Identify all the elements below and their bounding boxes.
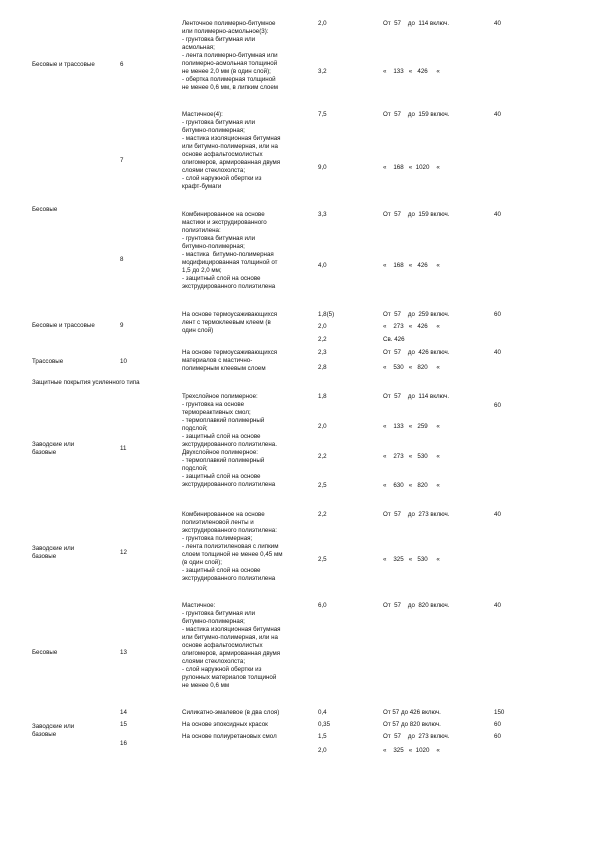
thickness: 7,5 xyxy=(318,111,327,118)
laying-method: Бесовые xyxy=(32,649,58,656)
desc-15: На основе эпоксидных красок xyxy=(182,721,268,728)
thickness: 3,3 xyxy=(318,211,327,218)
thickness: 2,0 xyxy=(318,423,327,430)
desc-9: На основе термоусаживающихся лент с термоклеевым клеем (в один слой) xyxy=(182,311,278,334)
row-number: 10 xyxy=(120,358,127,365)
value: 150 xyxy=(494,709,505,716)
desc-13: Мастичное: - грунтовка битумная или битумно-полимерная; - мастика изоляционная битумная или битумно-полимерная, или на основе асфальтосмолистых олигомеров, армированная двумя слоями стеклохолста; - слой наружной обертки из рулонных материалов толщиной не менее 0,6 мм xyxy=(182,602,281,689)
section-heading: Защитные покрытия усиленного типа xyxy=(32,379,140,386)
row-number: 14 xyxy=(120,709,127,716)
diameter: « 133 « 426 « xyxy=(383,68,440,75)
desc-8: Комбинированное на основе мастики и экструдированного полиэтилена: - грунтовка битумная или битумно-полимерная; - мастика битумно-полимерная модифицированная толщиной от 1,5 до 2,0 мм; - защитный слой на основе экструдированного полиэтилена xyxy=(182,211,278,290)
thickness: 2,0 xyxy=(318,323,327,330)
thickness: 2,5 xyxy=(318,556,327,563)
diameter: От 57 до 426 включ. xyxy=(383,349,450,356)
thickness: 2,3 xyxy=(318,349,327,356)
thickness: 2,2 xyxy=(318,336,327,343)
value: 60 xyxy=(494,721,501,728)
row-number: 11 xyxy=(120,445,127,452)
thickness: 9,0 xyxy=(318,164,327,171)
row-number: 12 xyxy=(120,549,127,556)
desc-12: Комбинированное на основе полиэтиленовой ленты и экструдированного полиэтилена: - грунтовка полимерная; - лента полиэтиленовая с липким слоем толщиной не менее 0,45 мм (в один слой); - защитный слой на основе экструдированного полиэтилена xyxy=(182,511,283,582)
row-number: 13 xyxy=(120,649,127,656)
diameter: « 273 « 426 « xyxy=(383,323,440,330)
diameter: « 273 « 530 « xyxy=(383,453,440,460)
thickness: 2,0 xyxy=(318,20,327,27)
thickness: 2,5 xyxy=(318,482,327,489)
laying-method: Заводские или базовые xyxy=(32,723,75,738)
row-number: 7 xyxy=(120,157,124,164)
thickness: 1,5 xyxy=(318,733,327,740)
value: 40 xyxy=(494,349,501,356)
diameter: От 57 до 114 включ. xyxy=(383,20,450,27)
thickness: 2,2 xyxy=(318,453,327,460)
diameter: От 57 до 273 включ. xyxy=(383,511,450,518)
thickness: 0,4 xyxy=(318,709,327,716)
laying-method: Трассовые xyxy=(32,358,64,365)
value: 40 xyxy=(494,211,501,218)
value: 60 xyxy=(494,311,501,318)
row-number: 15 xyxy=(120,721,127,728)
laying-method: Бесовые и трассовые xyxy=(32,322,95,329)
value: 40 xyxy=(494,20,501,27)
laying-method: Бесовые и трассовые xyxy=(32,61,95,68)
value: 40 xyxy=(494,111,501,118)
value: 60 xyxy=(494,402,501,409)
desc-10: На основе термоусаживающихся материалов с мастично- полимерным клеевым слоем xyxy=(182,349,278,372)
desc-6a: Ленточное полимерно-битумное или полимерно-асмольное(3): - грунтовка битумная или асмольная; - лента полимерно-битумная или полимерно-асмольная толщиной не менее 2,0 мм (в один слой); - обертка полимерная толщиной не менее 0,6 мм, в липким слоем xyxy=(182,20,279,91)
diameter: « 325 « 1020 « xyxy=(383,747,440,754)
thickness: 1,8 xyxy=(318,393,327,400)
diameter: От 57 до 114 включ. xyxy=(383,393,450,400)
diameter: От 57 до 159 включ. xyxy=(383,111,450,118)
desc-11: Трехслойное полимерное: - грунтовка на основе термореактивных смол; - термоплавкий полимерный подслой; - защитный слой на основе экструдированного полиэтилена. Двухслойное полимерное: - термоплавкий полимерный подслой; - защитный слой на основе экструдированного полиэтилена xyxy=(182,393,277,488)
thickness: 1,8(5) xyxy=(318,311,335,318)
diameter: « 325 « 530 « xyxy=(383,556,440,563)
diameter: « 168 « 426 « xyxy=(383,262,440,269)
desc-16: На основе полиуретановых смол xyxy=(182,733,277,740)
diameter: « 168 « 1020 « xyxy=(383,164,440,171)
diameter: От 57 до 820 включ. xyxy=(383,602,450,609)
row-number: 8 xyxy=(120,256,124,263)
laying-method: Заводские или базовые xyxy=(32,441,75,456)
value: 40 xyxy=(494,511,501,518)
row-number: 9 xyxy=(120,322,124,329)
diameter: « 133 « 259 « xyxy=(383,423,440,430)
diameter: Св. 426 xyxy=(383,336,405,343)
diameter: От 57 до 159 включ. xyxy=(383,211,450,218)
thickness: 2,0 xyxy=(318,747,327,754)
value: 40 xyxy=(494,602,501,609)
thickness: 2,8 xyxy=(318,364,327,371)
thickness: 6,0 xyxy=(318,602,327,609)
row-number: 6 xyxy=(120,61,124,68)
thickness: 0,35 xyxy=(318,721,331,728)
diameter: От 57 до 820 включ. xyxy=(383,721,441,728)
diameter: От 57 до 426 включ. xyxy=(383,709,441,716)
value: 60 xyxy=(494,733,501,740)
thickness: 2,2 xyxy=(318,511,327,518)
diameter: « 630 « 820 « xyxy=(383,482,440,489)
laying-method: Заводские или базовые xyxy=(32,545,75,560)
row-number: 16 xyxy=(120,740,127,747)
desc-14: Силикатно-эмалевое (в два слоя) xyxy=(182,709,280,716)
diameter: От 57 до 273 включ. xyxy=(383,733,450,740)
desc-7: Мастичное(4): - грунтовка битумная или битумно-полимерная; - мастика изоляционная битумная или битумно-полимерная, или на основе асфальтосмолистых олигомеров, армированная двумя слоями стеклохолста; - слой наружной обертки из крафт-бумаги xyxy=(182,111,281,190)
diameter: « 530 « 820 « xyxy=(383,364,440,371)
thickness: 4,0 xyxy=(318,262,327,269)
thickness: 3,2 xyxy=(318,68,327,75)
diameter: От 57 до 259 включ. xyxy=(383,311,450,318)
laying-method: Бесовые xyxy=(32,206,58,213)
